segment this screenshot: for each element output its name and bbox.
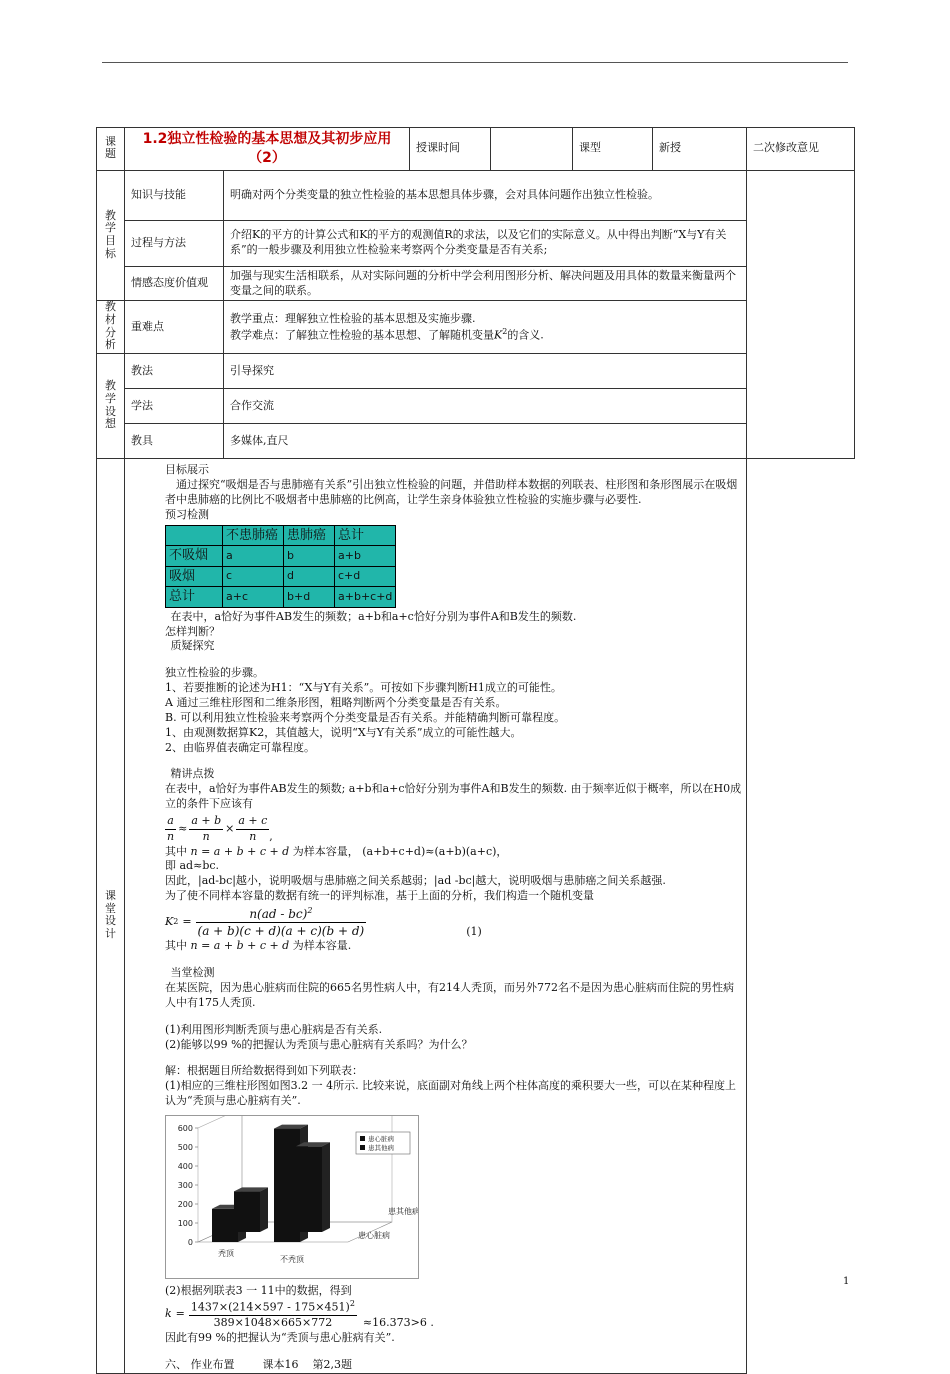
ratio-formula: $\frac{a}{n}$ ≈ $\frac{a + b}{n}$ × $\frac{a + c}{n}$ , bbox=[167, 813, 273, 843]
plan-name: 教法 bbox=[125, 354, 224, 389]
legend-label: 患其他病 bbox=[368, 1143, 394, 1152]
type-value: 新授 bbox=[653, 128, 747, 171]
type-label: 课型 bbox=[573, 128, 653, 171]
y-tick-label: 500 bbox=[177, 1142, 193, 1152]
plan-name: 学法 bbox=[125, 389, 224, 424]
legend-swatch bbox=[360, 1136, 365, 1141]
step: 1、由观测数据算K2，其值越大，说明“X与Y有关系”成立的可能性越大。 bbox=[165, 725, 522, 739]
y-tick-label: 100 bbox=[177, 1218, 193, 1228]
question-2: (2)能够以99 %的把握认为秃顶与患心脏病有关系吗？为什么？ bbox=[165, 1037, 473, 1051]
question-1: (1)利用图形判断秃顶与患心脏病是否有关系. bbox=[165, 1022, 383, 1036]
lesson-title: 1.2独立性检验的基本思想及其初步应用（2） bbox=[125, 128, 410, 171]
plan-name: 教具 bbox=[125, 424, 224, 459]
construct-text: 为了使不同样本容量的数据有统一的评判标准，基于上面的分析，我们构造一个随机变量 bbox=[165, 889, 594, 903]
header-rule bbox=[102, 62, 848, 63]
pre-cell: a bbox=[223, 546, 284, 567]
objectives-label: 教学目标 bbox=[97, 170, 125, 301]
ad-bc: 即 ad≈bc. bbox=[165, 859, 220, 873]
analysis-label: 教材分析 bbox=[97, 301, 125, 354]
bar-side bbox=[260, 1187, 268, 1232]
analysis-text bbox=[224, 301, 747, 354]
conclusion: 因此有99 %的把握认为“秃顶与患心脏病有关”. bbox=[165, 1330, 395, 1344]
pre-cell: 不吸烟 bbox=[166, 546, 223, 567]
bar-chart-3d bbox=[165, 1115, 419, 1279]
pre-cell: d bbox=[284, 566, 335, 587]
revision-label: 二次修改意见 bbox=[747, 128, 855, 171]
how-judge: 怎样判断？ bbox=[165, 624, 220, 638]
pre-cell: a+b+c+d bbox=[335, 587, 396, 608]
goal-title: 目标展示 bbox=[165, 463, 209, 477]
table-note: 在表中，a恰好为事件AB发生的频数；a+b和a+c恰好分别为事件A和B发生的频数. bbox=[170, 609, 577, 623]
pre-header: 不患肺癌 bbox=[223, 525, 284, 546]
y-tick-label: 600 bbox=[177, 1123, 193, 1133]
pre-cell: a+c bbox=[223, 587, 284, 608]
inquiry-title: 质疑探究 bbox=[170, 639, 215, 653]
x-category-label: 不秃顶 bbox=[280, 1254, 304, 1264]
explain-text: 在表中，a恰好为事件AB发生的频数; a+b和a+c恰好分别为事件A和B发生的频数. 由于频率近似于概率，所以在H0成立的条件下应该有 bbox=[165, 782, 742, 811]
classroom-design bbox=[125, 459, 747, 1373]
k-formula: k = $\frac{1437\times(214\times 597 - 175\times 451)^2}{389\times 1048\times 665\times 772}$ ≈16.373>6 . bbox=[165, 1298, 434, 1330]
difficult-point: 教学难点：了解独立性检验的基本思想、了解随机变量$K^2$的含义. bbox=[230, 326, 544, 342]
classroom-label: 课堂设计 bbox=[97, 459, 125, 1373]
bar bbox=[234, 1191, 260, 1232]
y-tick-label: 300 bbox=[177, 1180, 193, 1190]
plan-text: 多媒体,直尺 bbox=[224, 424, 747, 459]
legend-label: 患心脏病 bbox=[368, 1134, 394, 1143]
depth-label: 患其他病 bbox=[388, 1206, 419, 1216]
solution-text: (1)相应的三维柱形图如图3.2 一 4所示. 比较来说，底面副对角线上两个柱体高度的乘积要大一些，可以在某种程度上认为“秃顶与患心脏病有关”. bbox=[165, 1079, 737, 1108]
pre-header bbox=[166, 525, 223, 546]
pre-cell: c bbox=[223, 566, 284, 587]
step: A 通过三维柱形图和二维条形图，粗略判断两个分类变量是否有关系。 bbox=[165, 696, 507, 710]
homework: 六、 作业布置 课本16 第2,3题 bbox=[165, 1357, 352, 1371]
lesson-plan-table bbox=[96, 127, 855, 1374]
objective-name: 过程与方法 bbox=[125, 220, 224, 266]
practice-title: 当堂检测 bbox=[170, 966, 215, 980]
pre-cell: 总计 bbox=[166, 587, 223, 608]
design-plan-label: 教学设想 bbox=[97, 354, 125, 459]
objective-name: 情感态度价值观 bbox=[125, 266, 224, 301]
n-definition: 其中 n = a + b + c + d 为样本容量， (a+b+c+d)≈(a+b)(a+c)， bbox=[165, 844, 508, 858]
steps-title: 独立性检验的步骤。 bbox=[165, 666, 264, 680]
step: B. 可以利用独立性检验来考察两个分类变量是否有关系。并能精确判断可靠程度。 bbox=[165, 710, 566, 724]
pre-cell: b+d bbox=[284, 587, 335, 608]
objective-text: 加强与现实生活相联系，从对实际问题的分析中学会利用图形分析、解决问题及用具体的数量来衡量两个变量之间的联系。 bbox=[224, 266, 747, 301]
depth-label: 患心脏病 bbox=[358, 1230, 390, 1240]
practice-text: 在某医院，因为患心脏病而住院的665名男性病人中，有214人秃顶，而另外772名不是因为患心脏病而住院的男性病人中有175人秃顶. bbox=[165, 981, 734, 1009]
y-tick-label: 400 bbox=[177, 1161, 193, 1171]
time-value bbox=[491, 128, 573, 171]
page-number: 1 bbox=[843, 1276, 850, 1287]
analysis-name: 重难点 bbox=[125, 301, 224, 354]
solution-title: 解：根据题目所给数据得到如下列联表： bbox=[165, 1064, 363, 1078]
preview-table bbox=[165, 525, 396, 608]
bar-side bbox=[322, 1142, 330, 1232]
y-tick-label: 200 bbox=[177, 1199, 193, 1209]
equation-number: (1) bbox=[466, 924, 482, 938]
plan-text: 合作交流 bbox=[224, 389, 747, 424]
k2-formula: K 2 = $\frac{n(ad - bc)^2}{(a + b)(c + d)(a + c)(b + d)}$ (1) bbox=[165, 905, 482, 939]
objective-name: 知识与技能 bbox=[125, 170, 224, 220]
so-text: 因此，|ad-bc|越小，说明吸烟与患肺癌之间关系越弱；|ad -bc|越大，说明吸烟与患肺癌之间关系越强. bbox=[165, 874, 666, 888]
pre-cell: c+d bbox=[335, 566, 396, 587]
pre-cell: 吸烟 bbox=[166, 566, 223, 587]
time-label: 授课时间 bbox=[410, 128, 491, 171]
key-point: 教学重点：理解独立性检验的基本思想及实施步骤. bbox=[230, 311, 476, 325]
bar bbox=[296, 1146, 322, 1232]
objective-text: 明确对两个分类变量的独立性检验的基本思想具体步骤，会对具体问题作出独立性检验。 bbox=[224, 170, 747, 220]
x-category-label: 秃顶 bbox=[218, 1248, 234, 1258]
pre-cell: b bbox=[284, 546, 335, 567]
step: 1、若要推断的论述为H1：“X与Y有关系”。可按如下步骤判断H1成立的可能性。 bbox=[165, 681, 562, 695]
explain-title: 精讲点拨 bbox=[170, 767, 215, 781]
pre-cell: a+b bbox=[335, 546, 396, 567]
step: 2、由临界值表确定可靠程度。 bbox=[165, 740, 315, 754]
preview-title: 预习检测 bbox=[165, 507, 209, 521]
revision-cell bbox=[747, 170, 855, 458]
n-definition-2: 其中 n = a + b + c + d 为样本容量. bbox=[165, 939, 352, 953]
goal-text: 通过探究“吸烟是否与患肺癌有关系”引出独立性检验的问题，并借助样本数据的列联表、柱形图和条形图展示在吸烟者中患肺癌的比例比不吸烟者中患肺癌的比例高，让学生亲身体验独立性检验的实施步骤与必要性. bbox=[165, 478, 738, 506]
legend-swatch bbox=[360, 1145, 365, 1150]
y-tick-label: 0 bbox=[187, 1237, 193, 1247]
objective-text: 介绍K的平方的计算公式和K的平方的观测值R的求法，以及它们的实际意义。从中得出判断“X与Y有关系”的一般步骤及利用独立性检验来考察两个分类变量是否有关系; bbox=[224, 220, 747, 266]
pre-header: 患肺癌 bbox=[284, 525, 335, 546]
topic-label: 课题 bbox=[97, 128, 125, 171]
calc-intro: (2)根据列联表3 一 11中的数据，得到 bbox=[165, 1283, 352, 1297]
pre-header: 总计 bbox=[335, 525, 396, 546]
plan-text: 引导探究 bbox=[224, 354, 747, 389]
